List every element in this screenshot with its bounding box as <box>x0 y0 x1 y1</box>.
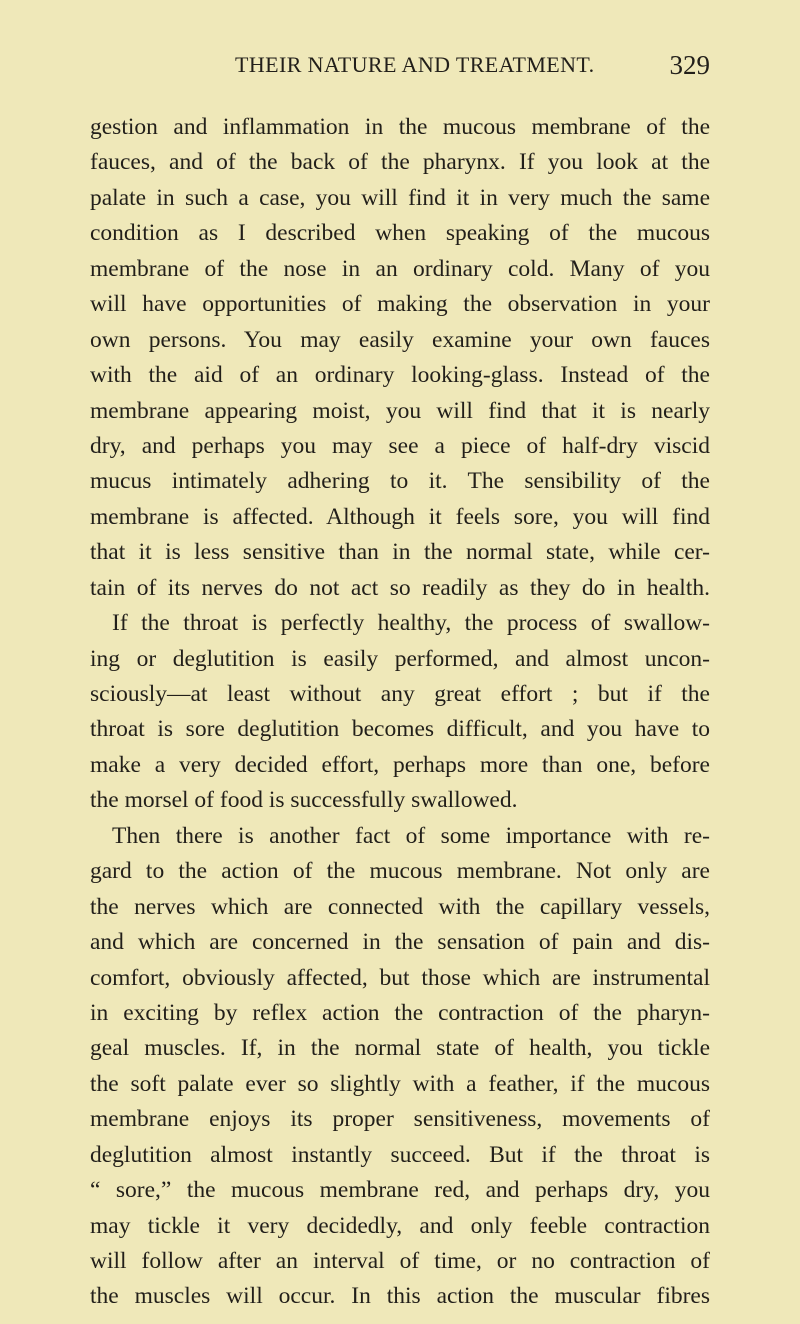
text-line: condition as I described when speaking of the mucous <box>90 220 710 247</box>
text-line: mucus intimately adhering to it. The sensibility of the <box>90 468 710 495</box>
text-line: the soft palate ever so slightly with a feather, if the mucous <box>90 1070 710 1097</box>
text-line: sciously—at least without any great effort ; but if the <box>90 681 710 707</box>
paragraph-start-line: Then there is another fact of some importance with re- <box>112 822 710 849</box>
text-line: with the aid of an ordinary looking-glass. Instead of the <box>90 362 710 389</box>
text-line: fauces, and of the back of the pharynx. If you look at the <box>90 149 710 176</box>
text-line: “ sore,” the mucous membrane red, and perhaps dry, you <box>90 1177 710 1204</box>
body-text <box>90 110 710 1315</box>
running-title: THEIR NATURE AND TREATMENT. <box>235 52 595 77</box>
text-line: dry, and perhaps you may see a piece of half-dry viscid <box>90 432 710 459</box>
text-line: own persons. You may easily examine your own fauces <box>90 326 710 353</box>
paragraph-end-line: the morsel of food is successfully swallowed. <box>90 787 518 814</box>
text-line: tain of its nerves do not act so readily as they do in health. <box>90 574 710 601</box>
text-line: gestion and inflammation in the mucous membrane of the <box>90 114 710 140</box>
text-line: membrane of the nose in an ordinary cold. Many of you <box>90 255 710 282</box>
text-line: will have opportunities of making the observation in your <box>90 291 710 318</box>
text-line: throat is sore deglutition becomes difficult, and you have to <box>90 716 710 743</box>
paragraph-start-line: If the throat is perfectly healthy, the process of swallow- <box>112 610 710 637</box>
text-line: gard to the action of the mucous membrane. Not only are <box>90 858 710 885</box>
text-line: the muscles will occur. In this action the muscular fibres <box>90 1283 710 1310</box>
text-line: make a very decided effort, perhaps more than one, before <box>90 751 710 778</box>
text-line: and which are concerned in the sensation of pain and dis- <box>90 929 710 956</box>
text-line: will follow after an interval of time, or no contraction of <box>90 1248 710 1274</box>
text-line: membrane appearing moist, you will find that it is nearly <box>90 397 710 424</box>
page-number: 329 <box>669 50 710 80</box>
text-line: membrane enjoys its proper sensitiveness, movements of <box>90 1106 710 1133</box>
text-line: that it is less sensitive than in the normal state, while cer- <box>90 539 710 566</box>
text-line: palate in such a case, you will find it in very much the same <box>90 184 710 211</box>
text-line: geal muscles. If, in the normal state of health, you tickle <box>90 1035 710 1062</box>
text-line: may tickle it very decidedly, and only feeble contraction <box>90 1212 710 1239</box>
text-line: in exciting by reflex action the contraction of the pharyn- <box>90 999 710 1026</box>
text-line: the nerves which are connected with the capillary vessels, <box>90 893 710 920</box>
text-line: ing or deglutition is easily performed, and almost uncon- <box>90 645 710 672</box>
text-line: membrane is affected. Although it feels sore, you will find <box>90 503 710 530</box>
text-line: comfort, obviously affected, but those which are instrumental <box>90 964 710 991</box>
running-head <box>90 52 710 92</box>
text-line: deglutition almost instantly succeed. But if the throat is <box>90 1141 710 1168</box>
